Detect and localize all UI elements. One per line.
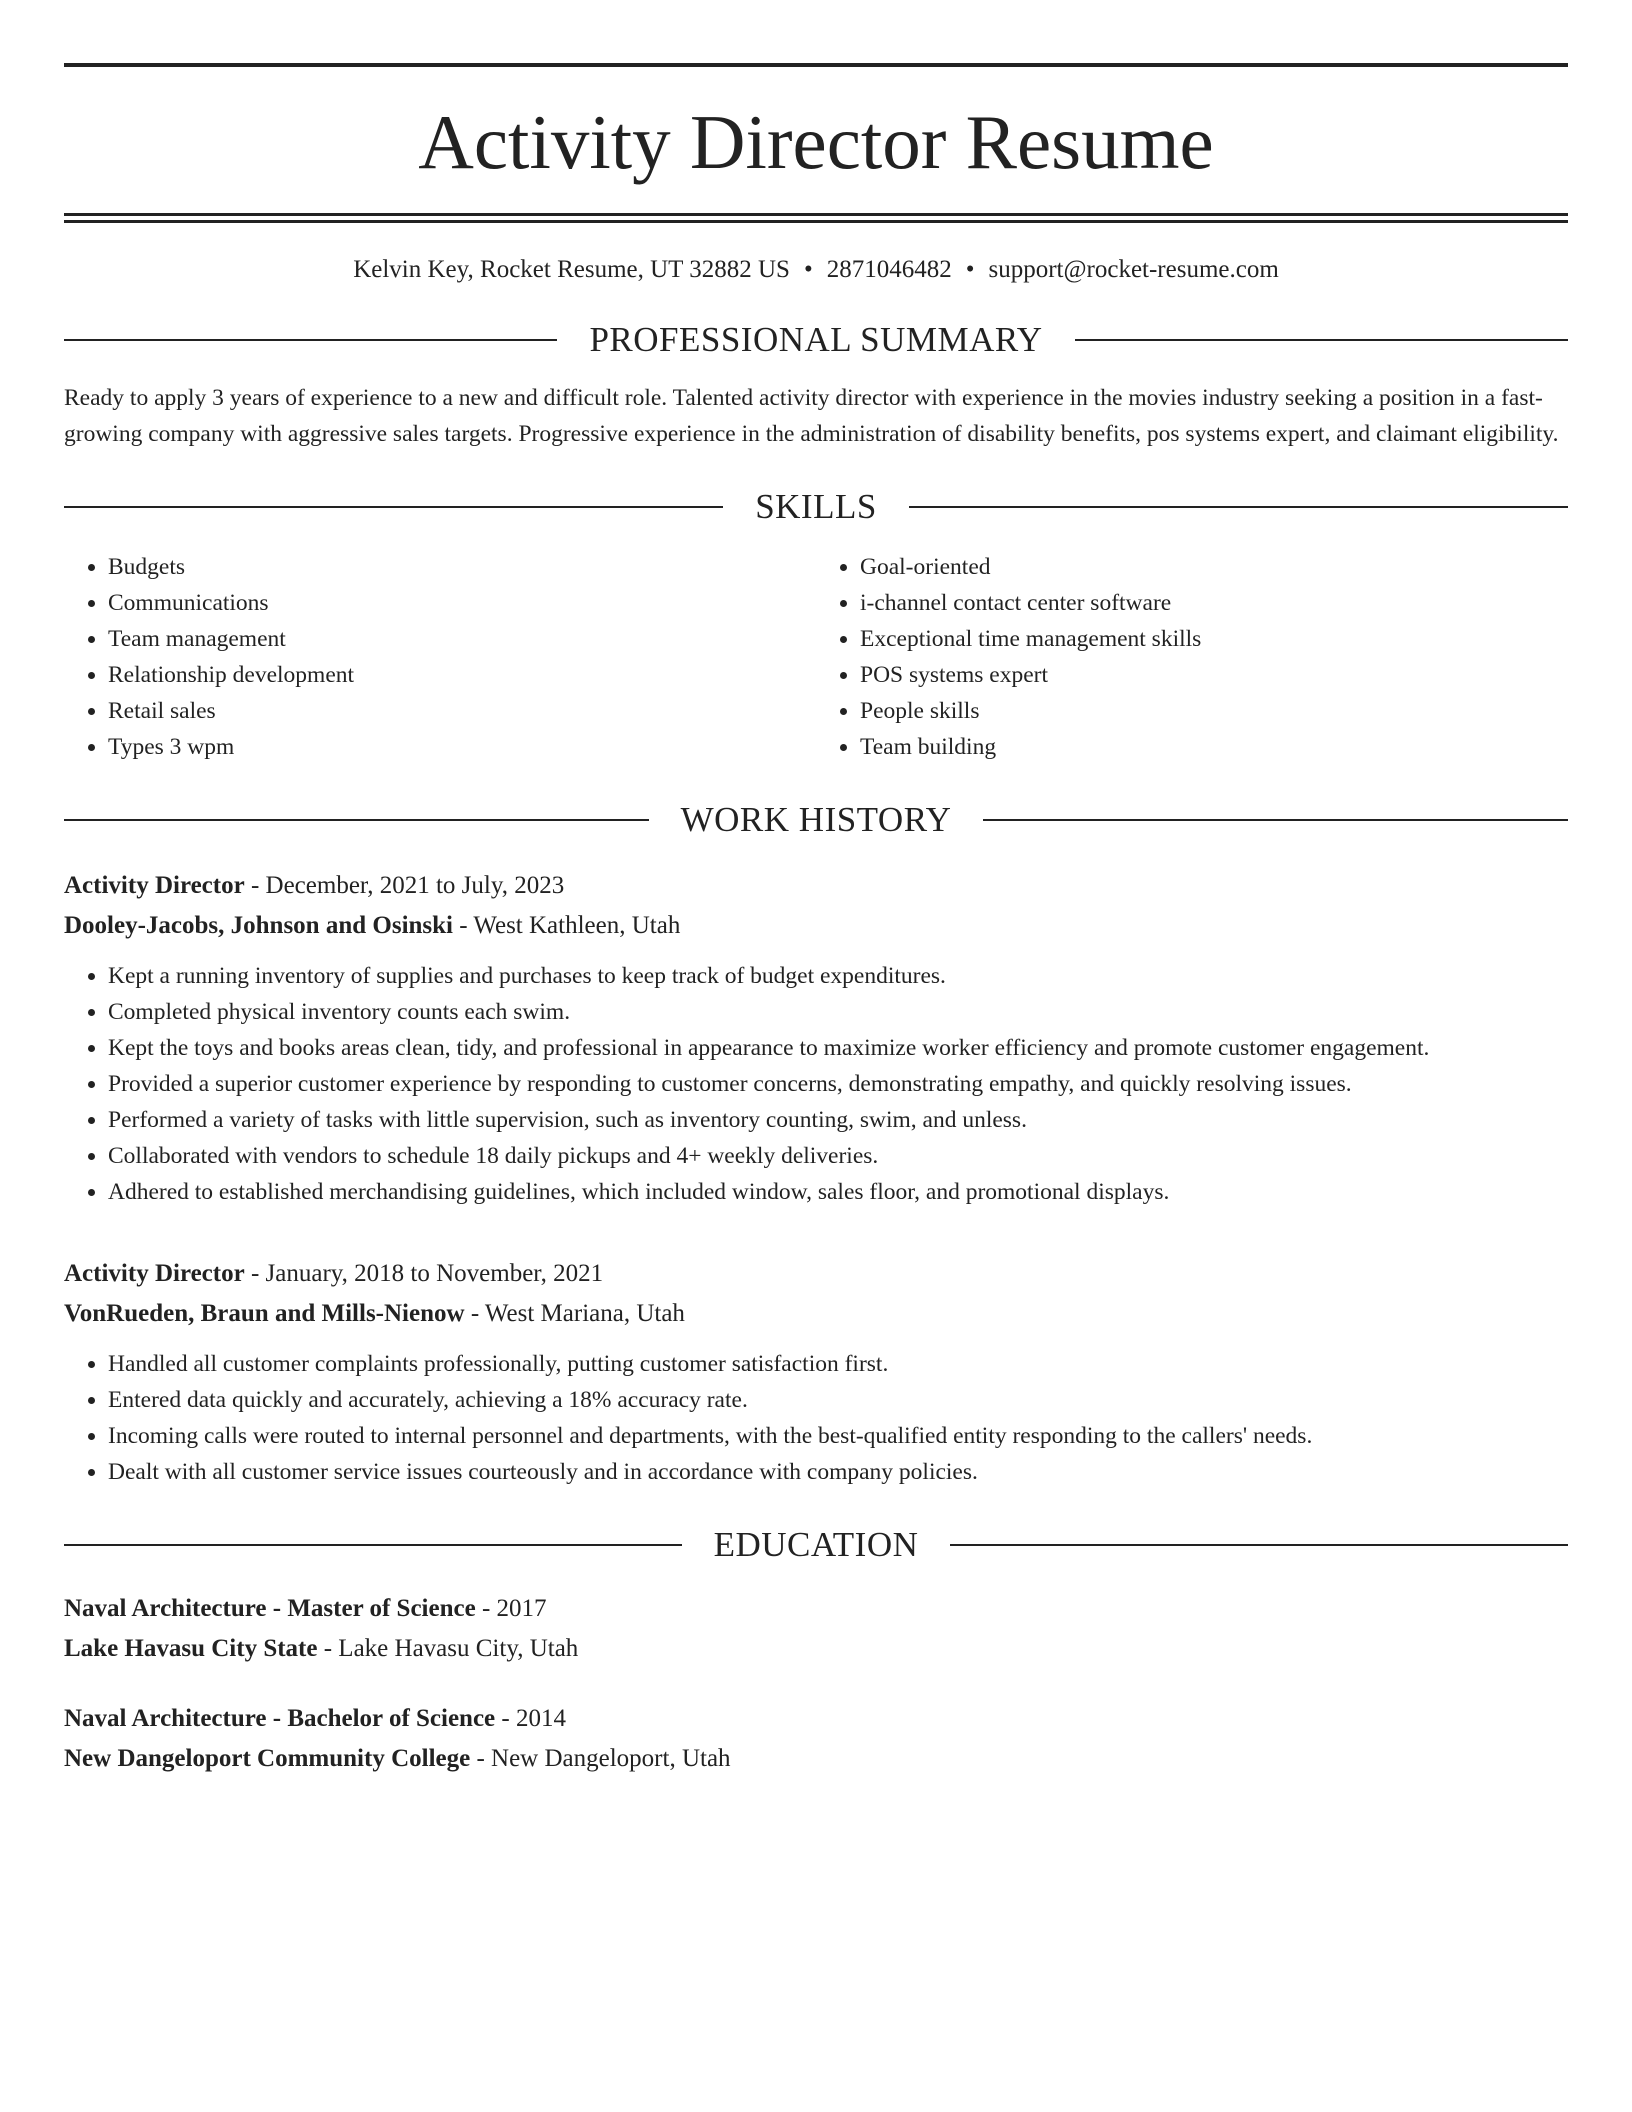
section-header-education <box>64 1525 1568 1565</box>
job-duties <box>64 958 1568 1210</box>
duty-item: • Handled all customer complaints professionally, putting customer satisfaction first. <box>108 1346 1568 1382</box>
contact-separator: • <box>965 256 975 283</box>
duty-item: • Incoming calls were routed to internal personnel and departments, with the best-qualified entity responding to the callers' needs. <box>108 1418 1568 1454</box>
school-line <box>64 1629 1568 1669</box>
degree-year: - 2017 <box>475 1595 547 1622</box>
skill-item: • Exceptional time management skills <box>860 621 1568 657</box>
job-company: VonRueden, Braun and Mills-Nienow <box>64 1300 465 1327</box>
job-company: Dooley-Jacobs, Johnson and Osinski <box>64 912 454 939</box>
skill-item: • Relationship development <box>108 657 816 693</box>
section-rule <box>64 1544 682 1546</box>
section-title: WORK HISTORY <box>680 800 952 839</box>
contact-line <box>64 255 1568 285</box>
skills-list <box>64 549 1568 765</box>
degree-year: - 2014 <box>495 1705 566 1732</box>
job-location: - West Kathleen, Utah <box>453 912 681 939</box>
resume-title: Activity Director Resume <box>418 99 1214 185</box>
contact-email: support@rocket-resume.com <box>988 256 1279 283</box>
duty-item: • Kept a running inventory of supplies and purchases to keep track of budget expenditures. <box>108 958 1568 994</box>
section-title: PROFESSIONAL SUMMARY <box>589 320 1043 359</box>
section-rule <box>64 506 723 508</box>
degree-line <box>64 1699 1568 1739</box>
section-title: SKILLS <box>755 487 877 526</box>
duty-item: • Collaborated with vendors to schedule 18 daily pickups and 4+ weekly deliveries. <box>108 1138 1568 1174</box>
contact-phone: 2871046482 <box>826 256 952 283</box>
education-entry <box>64 1589 1568 1669</box>
degree-line <box>64 1589 1568 1629</box>
job-location: - West Mariana, Utah <box>464 1300 685 1327</box>
section-rule <box>1075 339 1568 341</box>
work-entry <box>64 866 1568 1210</box>
job-company-line <box>64 906 1568 946</box>
job-title: Activity Director <box>64 1260 245 1287</box>
section-rule <box>950 1544 1568 1546</box>
contact-separator: • <box>803 256 813 283</box>
job-title-line <box>64 1254 1568 1294</box>
summary-text: Ready to apply 3 years of experience to a new and difficult role. Talented activity director with experience in the movies industry seeking a position in a fast-growing company with aggressive sales targets. Progressive experience in the administration of disability benefits, pos systems expert, and claimant eligibility. <box>64 385 1559 447</box>
skill-item: • People skills <box>860 693 1568 729</box>
job-dates: - January, 2018 to November, 2021 <box>244 1260 604 1287</box>
degree: Naval Architecture - Master of Science <box>64 1595 476 1622</box>
job-title-line <box>64 866 1568 906</box>
degree: Naval Architecture - Bachelor of Science <box>64 1705 496 1732</box>
duty-item: • Entered data quickly and accurately, achieving a 18% accuracy rate. <box>108 1382 1568 1418</box>
skill-item: • Budgets <box>108 549 816 585</box>
section-rule <box>983 819 1568 821</box>
school-location: - New Dangeloport, Utah <box>470 1745 731 1772</box>
skill-item: • i-channel contact center software <box>860 585 1568 621</box>
skill-item: • Retail sales <box>108 693 816 729</box>
school: Lake Havasu City State <box>64 1635 318 1662</box>
section-header-skills <box>64 487 1568 527</box>
job-title: Activity Director <box>64 872 245 899</box>
education-entry <box>64 1699 1568 1779</box>
section-rule <box>64 339 557 341</box>
skill-item: • Team building <box>860 729 1568 765</box>
title-double-rule <box>64 213 1568 216</box>
school-line <box>64 1739 1568 1779</box>
work-entry <box>64 1254 1568 1490</box>
section-header-summary <box>64 320 1568 360</box>
skill-item: • Types 3 wpm <box>108 729 816 765</box>
skill-item: • Communications <box>108 585 816 621</box>
contact-address: Kelvin Key, Rocket Resume, UT 32882 US <box>353 256 790 283</box>
skill-item: • Team management <box>108 621 816 657</box>
section-title: EDUCATION <box>713 1525 919 1564</box>
school-location: - Lake Havasu City, Utah <box>317 1635 579 1662</box>
skill-item: • Goal-oriented <box>860 549 1568 585</box>
duty-item: • Performed a variety of tasks with little supervision, such as inventory counting, swim, and unless. <box>108 1102 1568 1138</box>
duty-item: • Adhered to established merchandising guidelines, which included window, sales floor, and promotional displays. <box>108 1174 1568 1210</box>
duty-item: • Dealt with all customer service issues courteously and in accordance with company policies. <box>108 1454 1568 1490</box>
school: New Dangeloport Community College <box>64 1745 471 1772</box>
duty-item: • Kept the toys and books areas clean, tidy, and professional in appearance to maximize worker efficiency and promote customer engagement. <box>108 1030 1568 1066</box>
section-rule <box>909 506 1568 508</box>
skills-column-left <box>64 549 816 765</box>
job-company-line <box>64 1294 1568 1334</box>
skill-item: • POS systems expert <box>860 657 1568 693</box>
duty-item: • Completed physical inventory counts each swim. <box>108 994 1568 1030</box>
duty-item: • Provided a superior customer experience by responding to customer concerns, demonstrating empathy, and quickly resolving issues. <box>108 1066 1568 1102</box>
section-header-work <box>64 800 1568 840</box>
skills-column-right <box>816 549 1568 765</box>
section-rule <box>64 819 649 821</box>
job-duties <box>64 1346 1568 1490</box>
job-dates: - December, 2021 to July, 2023 <box>244 872 565 899</box>
